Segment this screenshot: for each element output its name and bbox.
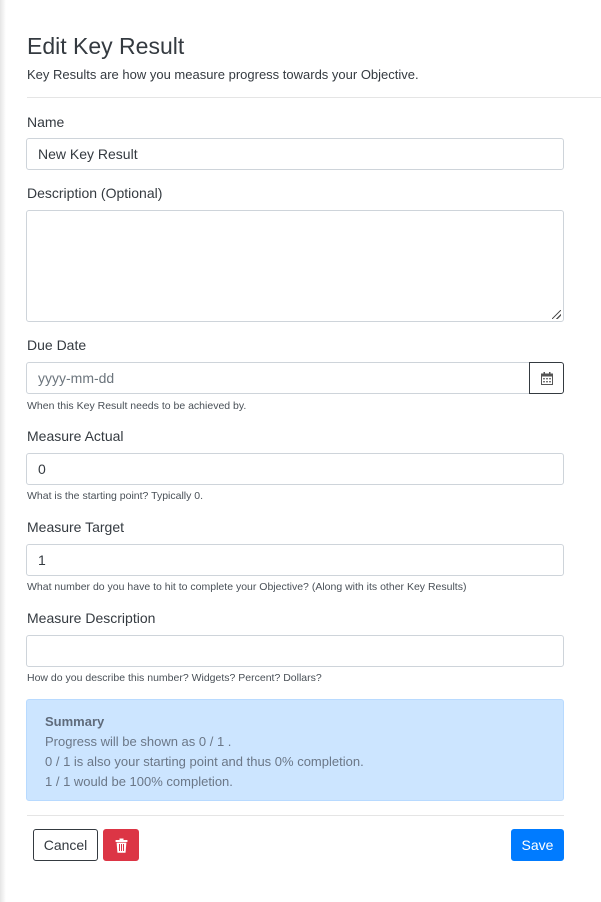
description-label: Description (Optional): [27, 185, 163, 201]
measure-actual-label: Measure Actual: [27, 428, 124, 444]
measure-actual-help: What is the starting point? Typically 0.: [27, 490, 204, 502]
cancel-button[interactable]: Cancel: [33, 829, 98, 861]
due-date-label: Due Date: [27, 337, 87, 353]
measure-target-help: What number do you have to hit to complete your Objective? (Along with its other Key Results): [27, 581, 467, 593]
summary-line: Progress will be shown as 0 / 1 .: [45, 734, 232, 749]
resize-grip-icon[interactable]: [552, 310, 561, 319]
calendar-icon: [541, 372, 553, 385]
name-input[interactable]: New Key Result: [26, 138, 564, 170]
save-button[interactable]: Save: [511, 829, 564, 861]
measure-target-input[interactable]: 1: [26, 544, 564, 576]
name-label: Name: [27, 114, 65, 130]
page-subtitle: Key Results are how you measure progress towards your Objective.: [27, 67, 419, 82]
measure-description-input[interactable]: [26, 635, 564, 667]
modal-header: [27, 32, 601, 83]
measure-description-label: Measure Description: [27, 610, 156, 626]
due-date-input[interactable]: yyyy-mm-dd: [26, 362, 530, 394]
measure-description-help: How do you describe this number? Widgets? Percent? Dollars?: [27, 672, 322, 684]
summary-alert: [26, 699, 564, 801]
delete-button[interactable]: [103, 829, 139, 861]
modal-edge-shadow: [0, 0, 6, 902]
due-date-help: When this Key Result needs to be achieved by.: [27, 400, 247, 412]
summary-line: 1 / 1 would be 100% completion.: [45, 774, 233, 789]
measure-target-label: Measure Target: [27, 519, 125, 535]
summary-title: Summary: [45, 714, 105, 729]
calendar-button[interactable]: [529, 362, 564, 394]
footer-divider: [27, 815, 564, 816]
description-textarea-frame: [26, 210, 564, 322]
summary-line: 0 / 1 is also your starting point and thus 0% completion.: [45, 754, 364, 769]
trash-icon: [115, 838, 128, 853]
header-divider: [27, 97, 601, 98]
measure-actual-input[interactable]: 0: [26, 453, 564, 485]
page-title: Edit Key Result: [27, 33, 185, 59]
